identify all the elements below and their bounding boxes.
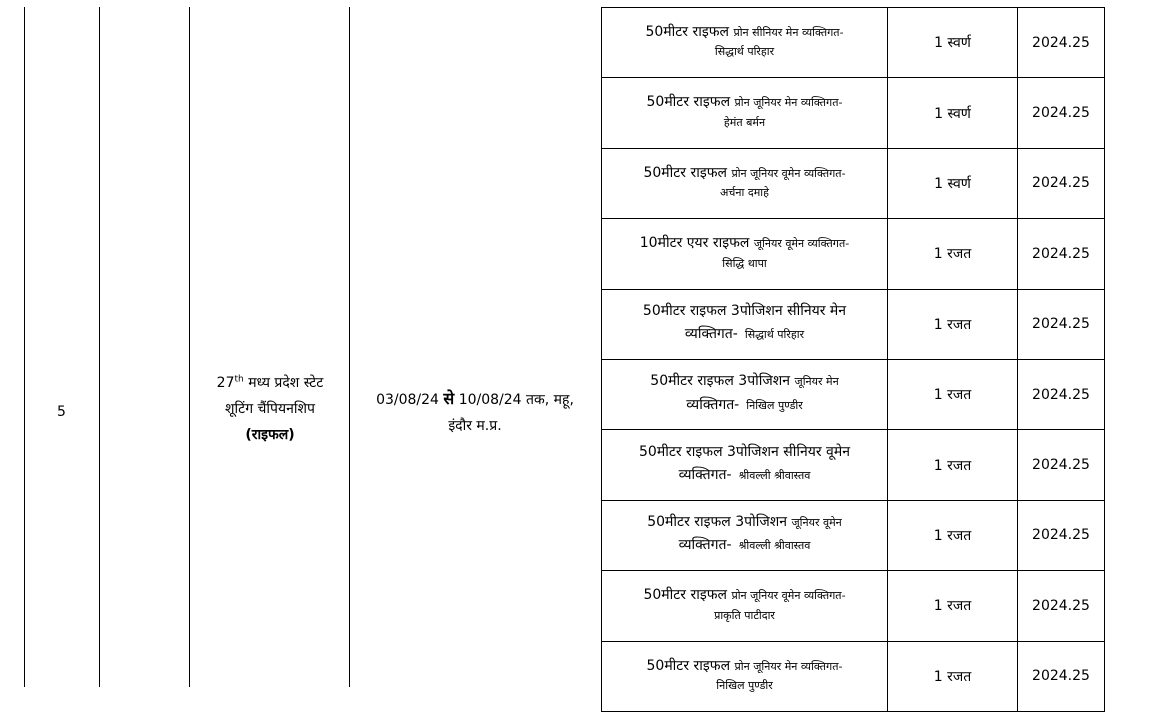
awards-table-body [602, 8, 1105, 712]
award-event-category: जूनियर वूमेन व्यक्तिगत- [753, 237, 850, 251]
competition-name [190, 350, 350, 470]
award-event-title: 50मीटर राइफल [643, 587, 727, 604]
award-event-cell [602, 78, 888, 148]
award-event-title: 50मीटर राइफल [645, 24, 729, 41]
award-athlete-name: प्राकृति पाटीदार [714, 608, 775, 622]
award-medal: 1 रजत [888, 500, 1018, 570]
award-row [602, 500, 1105, 570]
column-border-4 [349, 7, 350, 687]
award-event-suffix: व्यक्तिगत- [686, 396, 740, 413]
award-medal: 1 स्वर्ण [888, 8, 1018, 78]
award-event-line [602, 22, 887, 42]
award-event-suffix: व्यक्तिगत- [678, 466, 732, 483]
award-event-line [602, 585, 887, 605]
award-event-category: प्रोन सीनियर मेन व्यक्तिगत- [733, 26, 844, 40]
award-athlete-line [602, 254, 887, 275]
competition-line-1 [217, 371, 324, 397]
award-athlete-name: श्रीवल्ली श्रीवास्तव [738, 468, 811, 482]
column-border-2 [99, 7, 100, 687]
award-year: 2024.25 [1018, 78, 1105, 148]
competition-ordinal-number: 27 [216, 375, 235, 392]
award-year: 2024.25 [1018, 359, 1105, 429]
award-row [602, 289, 1105, 359]
award-event-category: जूनियर वूमेन [791, 515, 842, 529]
award-medal: 1 रजत [888, 359, 1018, 429]
venue-text [376, 384, 574, 440]
award-athlete-line [602, 113, 887, 134]
column-border-1 [24, 7, 25, 687]
award-row [602, 359, 1105, 429]
award-medal: 1 रजत [888, 641, 1018, 711]
award-row [602, 641, 1105, 711]
award-event-cell [602, 219, 888, 289]
serial-number [24, 380, 99, 444]
award-event-title: 50मीटर राइफल 3पोजिशन सीनियर वूमेन [639, 443, 850, 460]
award-year: 2024.25 [1018, 641, 1105, 711]
date-from: 03/08/24 [376, 392, 439, 409]
award-event-title: 50मीटर राइफल [646, 94, 731, 111]
award-event-cell [602, 571, 888, 641]
award-athlete-line [602, 606, 887, 627]
award-event-category: प्रोन जूनियर वूमेन व्यक्तिगत- [731, 166, 846, 180]
award-row [602, 430, 1105, 500]
award-event-line [602, 656, 887, 676]
award-row [602, 219, 1105, 289]
award-event-cell [602, 8, 888, 78]
award-athlete-name: निखिल पुण्डीर [746, 398, 803, 412]
award-event-line [602, 233, 887, 253]
award-medal: 1 रजत [888, 219, 1018, 289]
award-event-title: 50मीटर राइफल 3पोजिशन सीनियर मेन [642, 302, 847, 319]
competition-line-2: शूटिंग चैंपियनशिप [225, 401, 315, 418]
award-year: 2024.25 [1018, 148, 1105, 218]
award-event-title: 50मीटर राइफल [646, 657, 731, 674]
award-athlete-name: श्रीवल्ली श्रीवास्तव [738, 539, 811, 553]
award-event-category: प्रोन जूनियर मेन व्यक्तिगत- [734, 96, 843, 110]
award-year: 2024.25 [1018, 571, 1105, 641]
competition-name-text [217, 371, 324, 449]
venue-line-1 [376, 384, 574, 414]
award-event-cell [602, 641, 888, 711]
award-athlete-name: सिद्धार्थ परिहार [714, 45, 775, 59]
award-row [602, 571, 1105, 641]
venue-line-2: इंदौर म.प्र. [448, 418, 502, 434]
award-event-line [602, 512, 887, 532]
award-athlete-name: सिद्धि थापा [722, 256, 767, 270]
awards-table [601, 7, 1105, 712]
award-row [602, 8, 1105, 78]
award-year: 2024.25 [1018, 289, 1105, 359]
date-connector: से [443, 389, 455, 409]
award-event-line [602, 163, 887, 183]
award-athlete-line [602, 321, 887, 348]
award-event-cell [602, 500, 888, 570]
award-event-suffix: व्यक्तिगत- [684, 326, 738, 343]
award-event-cell [602, 430, 888, 500]
award-athlete-name: सिद्धार्थ परिहार [744, 328, 805, 342]
award-athlete-line [602, 676, 887, 697]
competition-title-part1: मध्य प्रदेश स्टेट [248, 375, 324, 392]
award-athlete-name: हेमंत बर्मन [723, 115, 766, 129]
award-medal: 1 स्वर्ण [888, 148, 1018, 218]
award-row [602, 148, 1105, 218]
award-event-title: 50मीटर राइफल 3पोजिशन [650, 373, 791, 390]
award-athlete-line [602, 462, 887, 489]
award-event-title: 50मीटर राइफल [643, 164, 727, 181]
award-year: 2024.25 [1018, 430, 1105, 500]
award-year: 2024.25 [1018, 500, 1105, 570]
award-athlete-line [602, 532, 887, 559]
competition-line-3: (राइफल) [245, 426, 295, 443]
award-athlete-line [602, 183, 887, 204]
date-to-and-place: 10/08/24 तक, महू, [458, 392, 574, 409]
venue-and-dates [350, 372, 600, 452]
competition-ordinal-suffix: th [234, 374, 244, 385]
award-event-category: प्रोन जूनियर वूमेन व्यक्तिगत- [731, 589, 846, 603]
award-event-line [602, 301, 887, 321]
award-event-line [602, 371, 887, 391]
award-athlete-name: अर्चना दमाहे [720, 186, 769, 200]
award-medal: 1 रजत [888, 571, 1018, 641]
award-year: 2024.25 [1018, 219, 1105, 289]
award-event-title: 50मीटर राइफल 3पोजिशन [647, 513, 788, 530]
award-event-title: 10मीटर एयर राइफल [639, 235, 750, 252]
award-event-cell [602, 359, 888, 429]
award-event-line [602, 92, 887, 112]
award-row [602, 78, 1105, 148]
award-medal: 1 रजत [888, 289, 1018, 359]
serial-number-text: 5 [57, 404, 66, 420]
award-athlete-line [602, 42, 887, 63]
award-event-suffix: व्यक्तिगत- [678, 537, 732, 554]
award-athlete-name: निखिल पुण्डीर [716, 678, 773, 692]
award-event-category: प्रोन जूनियर मेन व्यक्तिगत- [734, 659, 843, 673]
award-event-category: जूनियर मेन [794, 375, 839, 389]
award-event-cell [602, 289, 888, 359]
award-medal: 1 स्वर्ण [888, 78, 1018, 148]
award-event-line [602, 442, 887, 462]
award-event-cell [602, 148, 888, 218]
award-year: 2024.25 [1018, 8, 1105, 78]
award-athlete-line [602, 392, 887, 419]
award-medal: 1 रजत [888, 430, 1018, 500]
column-border-3 [189, 7, 190, 687]
